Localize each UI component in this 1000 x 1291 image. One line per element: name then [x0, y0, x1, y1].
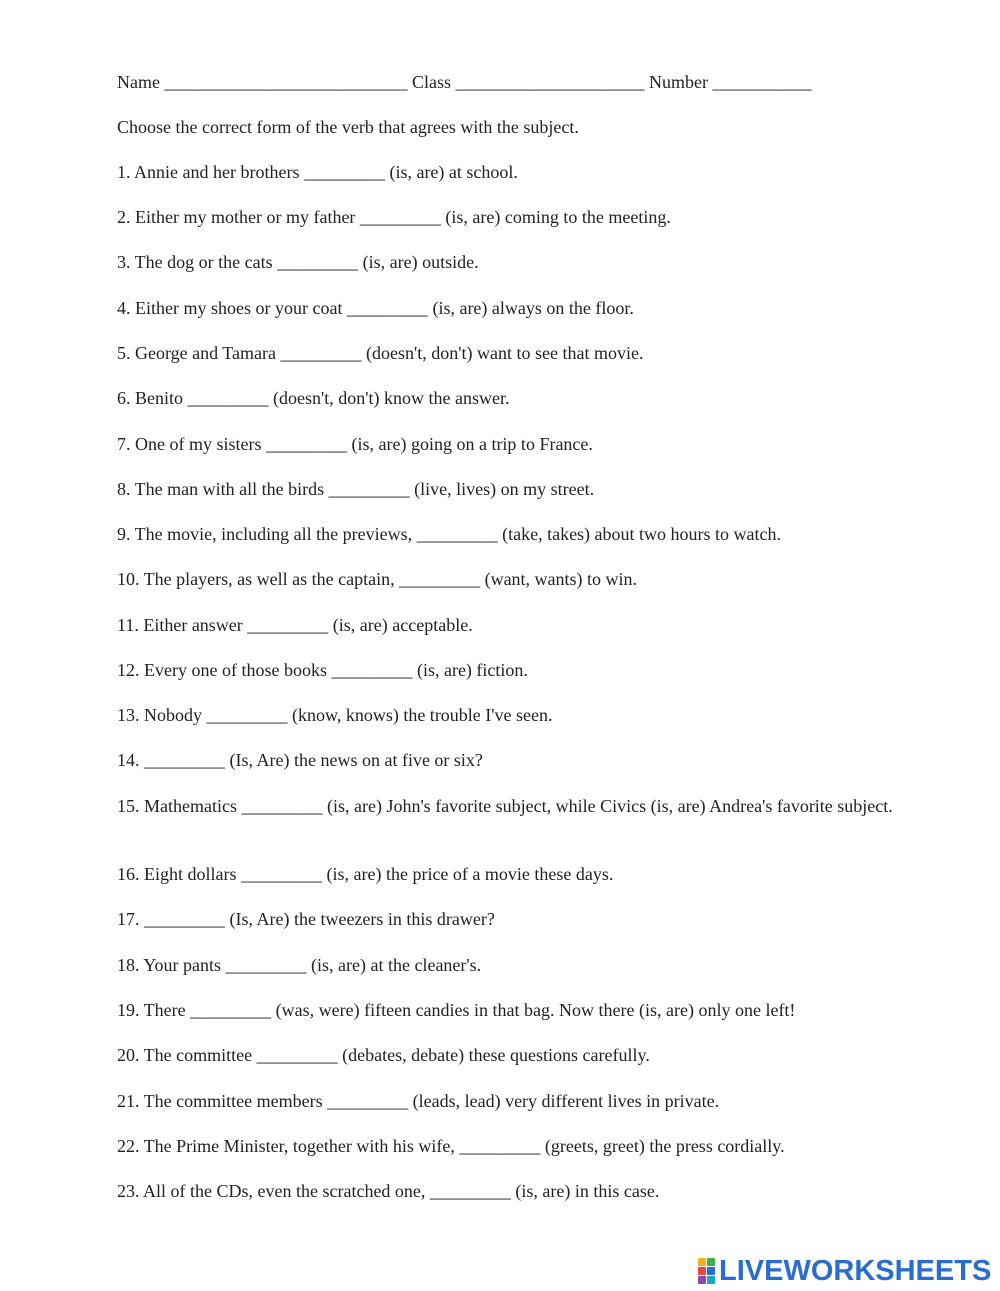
exercise-item-20: 20. The committee _________ (debates, debate) these questions carefully.: [117, 1045, 650, 1065]
exercise-item-21: 21. The committee members _________ (leads, lead) very different lives in private.: [117, 1091, 720, 1111]
exercise-item-16: 16. Eight dollars _________ (is, are) the price of a movie these days.: [117, 864, 614, 884]
logo-block: [707, 1258, 715, 1266]
logo-block: [707, 1267, 715, 1275]
exercise-item-8: 8. The man with all the birds _________ (live, lives) on my street.: [117, 479, 595, 499]
exercise-item-12: 12. Every one of those books _________ (is, are) fiction.: [117, 660, 528, 680]
logo-block: [698, 1276, 706, 1284]
exercise-item-1: 1. Annie and her brothers _________ (is, are) at school.: [117, 162, 518, 182]
logo-block: [698, 1258, 706, 1266]
exercise-item-13: 13. Nobody _________ (know, knows) the trouble I've seen.: [117, 705, 553, 725]
exercise-item-4: 4. Either my shoes or your coat _________ (is, are) always on the floor.: [117, 298, 634, 318]
instructions: Choose the correct form of the verb that agrees with the subject.: [117, 117, 579, 137]
exercise-item-10: 10. The players, as well as the captain, _________ (want, wants) to win.: [117, 569, 638, 589]
logo-block: [698, 1267, 706, 1275]
logo-block: [707, 1276, 715, 1284]
exercise-item-3: 3. The dog or the cats _________ (is, are) outside.: [117, 252, 479, 272]
exercise-item-17: 17. _________ (Is, Are) the tweezers in this drawer?: [117, 909, 495, 929]
exercise-item-11: 11. Either answer _________ (is, are) acceptable.: [117, 615, 473, 635]
exercise-item-22: 22. The Prime Minister, together with his wife, _________ (greets, greet) the press cordially.: [117, 1136, 785, 1156]
exercise-item-18: 18. Your pants _________ (is, are) at the cleaner's.: [117, 955, 482, 975]
exercise-item-14: 14. _________ (Is, Are) the news on at five or six?: [117, 750, 483, 770]
exercise-item-9: 9. The movie, including all the previews, _________ (take, takes) about two hours to watch.: [117, 524, 782, 544]
logo-text: LIVEWORKSHEETS: [719, 1255, 992, 1287]
header-fields: Name ___________________________ Class _____________________ Number ___________: [117, 72, 812, 92]
exercise-item-5: 5. George and Tamara _________ (doesn't, don't) want to see that movie.: [117, 343, 644, 363]
logo-blocks-icon: [698, 1258, 715, 1284]
exercise-item-6: 6. Benito _________ (doesn't, don't) know the answer.: [117, 388, 510, 408]
exercise-item-19: 19. There _________ (was, were) fifteen candies in that bag. Now there (is, are) only one left!: [117, 1000, 796, 1020]
exercise-item-2: 2. Either my mother or my father _________ (is, are) coming to the meeting.: [117, 207, 671, 227]
exercise-item-7: 7. One of my sisters _________ (is, are) going on a trip to France.: [117, 434, 593, 454]
liveworksheets-logo: [698, 1256, 991, 1286]
exercise-item-23: 23. All of the CDs, even the scratched one, _________ (is, are) in this case.: [117, 1181, 660, 1201]
exercise-item-15: 15. Mathematics _________ (is, are) John's favorite subject, while Civics (is, are) Andrea's favorite subject.: [117, 796, 893, 816]
